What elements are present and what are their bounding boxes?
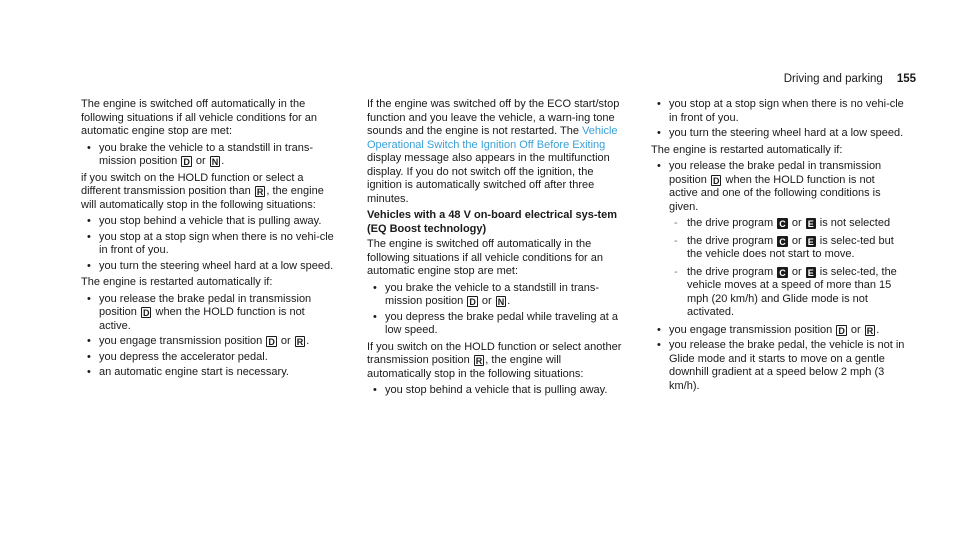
paragraph: If the engine was switched off by the ECO start/stop function and you leave the vehicle, a warn-ing tone sounds and the engine is not restarted. The Vehicle Operational Switch the Ignition Off Before Exiting display message also appears in the multifunction display. If you do not switch off the ignition, the ignition is automatically switched off after three minutes. (367, 98, 620, 205)
list-item: • you depress the brake pedal while traveling at a low speed. (367, 311, 622, 338)
drive-program-c-icon: C (779, 219, 786, 229)
display-message-link[interactable]: Vehicle Operational Switch the Ignition Off Before Exiting (367, 125, 618, 151)
column-3 (651, 98, 906, 396)
list-item: • you brake the vehicle to a standstill in trans-mission position D or N . (367, 282, 622, 309)
bullet-list (81, 293, 336, 380)
transmission-r-icon: R (296, 337, 304, 347)
transmission-r-icon: R (256, 187, 264, 197)
list-item: • you stop behind a vehicle that is pulling away. (367, 384, 622, 398)
paragraph: If you switch on the HOLD function or select another transmission position R , the engine will automatically stop in the following situations: (367, 340, 622, 380)
transmission-n-icon: N (211, 157, 219, 167)
bullet-list (651, 98, 906, 141)
list-item: • you release the brake pedal in transmission position D when the HOLD function is not active and one of the following conditions is given. - the drive program C or E is not selected - the drive program C or E is selec-ted but the vehicle does not start to move. - the drive program C or E is selec-ted, the vehicle moves at a speed of more than 15 mph (20 km/h) and Glide mode is not activated. (651, 160, 906, 320)
page-header (784, 73, 916, 87)
paragraph: The engine is switched off automatically in the following situations if all vehicle conditions for an automatic engine stop are met: (367, 238, 604, 277)
drive-program-e-icon: E (807, 219, 814, 229)
drive-program-e-icon: E (807, 236, 814, 247)
bullet-list (367, 282, 622, 338)
list-item: • you brake the vehicle to a standstill in trans-mission position D or N . (81, 142, 336, 169)
paragraph: The engine is restarted automatically if: (651, 143, 843, 156)
paragraph: The engine is restarted automatically if: (81, 276, 273, 288)
transmission-d-icon: D (469, 297, 476, 307)
transmission-r-icon: R (475, 356, 483, 366)
transmission-n-icon: N (497, 297, 505, 307)
drive-program-c-icon: C (779, 267, 786, 278)
section-title: Driving and parking (783, 73, 883, 85)
transmission-d-icon: D (142, 308, 150, 318)
list-item: • you turn the steering wheel hard at a low speed. (651, 127, 906, 141)
list-item: • you release the brake pedal in transmission position D when the HOLD function is not active. (81, 293, 336, 334)
transmission-d-icon: D (712, 175, 720, 186)
dash-item: - the drive program C or E is selec-ted, the vehicle moves at a speed of more than 15 mph (20 km/h) and Glide mode is not activated. (669, 266, 906, 320)
list-item: • you engage transmission position D or R . (651, 324, 906, 338)
dash-item: - the drive program C or E is not selected (669, 217, 906, 231)
bullet-list (81, 215, 336, 273)
transmission-r-icon: R (866, 325, 874, 336)
bullet-list (651, 160, 906, 393)
list-item: • you depress the accelerator pedal. (81, 351, 336, 365)
dash-item: - the drive program C or E is selec-ted but the vehicle does not start to move. (669, 235, 906, 262)
list-item: • an automatic engine start is necessary. (81, 366, 336, 380)
transmission-d-icon: D (268, 337, 275, 347)
transmission-d-icon: D (838, 325, 845, 336)
column-1 (81, 98, 336, 383)
list-item: • you stop at a stop sign when there is no vehi-cle in front of you. (651, 98, 906, 125)
bullet-list (81, 142, 336, 169)
dash-list (669, 217, 906, 320)
drive-program-e-icon: E (807, 267, 814, 278)
list-item: • you engage transmission position D or R . (81, 335, 336, 349)
subheading: Vehicles with a 48 V on-board electrical sys-tem (EQ Boost technology) (367, 209, 618, 235)
paragraph: The engine is switched off automatically in the following situations if all vehicle conditions for an automatic engine stop are met: (81, 98, 318, 137)
list-item: • you turn the steering wheel hard at a low speed. (81, 260, 336, 274)
paragraph: if you switch on the HOLD function or select a different transmission position than R , the engine will automatically stop in the following situations: (81, 171, 324, 211)
page-number: 155 (896, 73, 916, 85)
list-item: • you stop at a stop sign when there is no vehi-cle in front of you. (81, 231, 336, 258)
bullet-list (367, 384, 622, 398)
list-item: • you release the brake pedal, the vehicle is not in Glide mode and it starts to move on a gentle downhill gradient at a speed below 2 mph (3 km/h). (651, 339, 906, 393)
list-item: • you stop behind a vehicle that is pulling away. (81, 215, 336, 229)
transmission-d-icon: D (183, 157, 190, 167)
drive-program-c-icon: C (779, 236, 786, 247)
column-2 (367, 98, 622, 401)
